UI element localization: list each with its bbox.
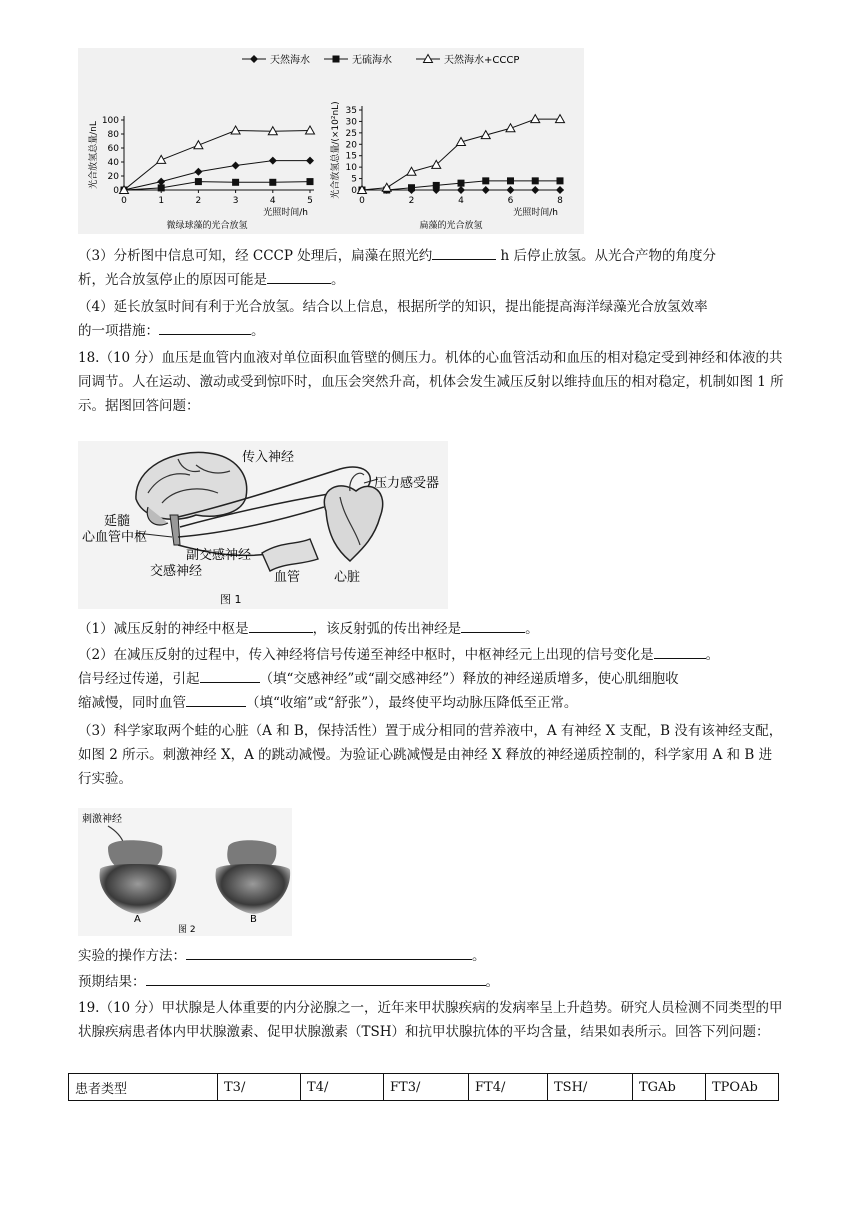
heart-b: [216, 840, 291, 914]
label-sympathetic: 交感神经: [150, 564, 203, 579]
answer-blank[interactable]: [267, 269, 331, 284]
figure-2-svg: [78, 808, 292, 936]
x-tick-label: 1: [158, 196, 165, 206]
chart-caption: 微绿球藻的光合放氢: [166, 221, 248, 231]
table-header-cell: TPOAb: [706, 1074, 779, 1101]
q18-part3: （3）科学家取两个蛙的心脏（A 和 B，保持活性）置于成分相同的营养液中，A 有神经 X 支配，B 没有该神经支配，如图 2 所示。刺激神经 X，A 的跳动减慢。为验证心跳减慢是由神经 X 释放的神经递质控制的，科学家用 A 和 B 进行实验。: [78, 723, 783, 787]
answer-blank[interactable]: [186, 945, 472, 960]
data-point: [231, 126, 240, 134]
y-tick-label: 25: [345, 128, 357, 139]
y-tick-label: 60: [107, 144, 119, 154]
data-point: [507, 177, 514, 184]
series-line: [124, 161, 310, 190]
x-axis-label: 光照时间/h: [263, 208, 308, 218]
legend-marker: [333, 56, 340, 63]
data-point: [507, 186, 515, 194]
label-medulla: 延髓: [104, 514, 131, 529]
data-point: [232, 179, 239, 186]
data-point: [306, 126, 315, 134]
data-point: [157, 155, 166, 163]
table-header-cell: T3/: [218, 1074, 301, 1101]
label-heart: 心脏: [334, 570, 361, 585]
data-point: [532, 177, 539, 184]
data-point: [531, 186, 539, 194]
result-line: 预期结果： 。: [78, 970, 784, 994]
data-point: [307, 178, 314, 185]
answer-blank[interactable]: [146, 971, 486, 986]
legend-label: 天然海水: [270, 55, 310, 66]
figure-1: [78, 441, 448, 609]
answer-blank[interactable]: [461, 618, 525, 633]
label-afferent: 传入神经: [242, 450, 295, 465]
q19-intro: 19.（10 分）甲状腺是人体重要的内分泌腺之一，近年来甲状腺疾病的发病率呈上升趋势。研究人员检测不同类型的甲状腺疾病患者体内甲状腺激素、促甲状腺激素（TSH）和抗甲状腺抗体的平均含量，结果如表所示。回答下列问题：: [78, 1000, 783, 1040]
q17-part3: （3）分析图中信息可知，经 CCCP 处理后，扁藻在照光约 h 后停止放氢。从光合产物的角度分 析，光合放氢停止的原因可能是 。: [78, 244, 784, 292]
charts-svg: [78, 48, 584, 234]
y-tick-label: 100: [101, 116, 119, 126]
data-point: [408, 184, 415, 191]
table-header-cell: TSH/: [548, 1074, 633, 1101]
y-tick-label: 0: [351, 186, 357, 196]
x-tick-label: 0: [359, 196, 365, 206]
answer-blank[interactable]: [432, 245, 496, 260]
table-header-row: [69, 1074, 779, 1101]
label-center: 心血管中枢: [82, 530, 148, 545]
chart-figure: [78, 48, 584, 234]
x-tick-label: 6: [507, 196, 514, 206]
data-point: [557, 177, 564, 184]
table-header-cell: 患者类型: [69, 1074, 218, 1101]
y-tick-label: 5: [351, 174, 357, 185]
x-axis-label: 光照时间/h: [513, 208, 558, 218]
data-point: [458, 180, 465, 187]
q18-part1: （1）减压反射的神经中枢是 ，该反射弧的传出神经是 。: [78, 617, 784, 641]
data-point: [269, 179, 276, 186]
label-vessel: 血管: [274, 570, 301, 585]
heart-a: [100, 840, 177, 914]
x-tick-label: 4: [458, 196, 464, 206]
label-parasympathetic: 副交感神经: [186, 548, 252, 563]
y-tick-label: 15: [345, 151, 357, 162]
data-point: [482, 177, 489, 184]
chart-caption: 扁藻的光合放氢: [419, 221, 483, 231]
figure-1-caption: 图 1: [220, 593, 242, 606]
y-tick-label: 0: [113, 186, 119, 196]
method-line: 实验的操作方法： 。: [78, 944, 784, 968]
data-point: [194, 141, 203, 149]
answer-blank[interactable]: [159, 320, 251, 335]
legend-marker: [250, 55, 258, 63]
x-tick-label: 5: [307, 196, 313, 206]
label-a: A: [134, 914, 141, 925]
data-point: [482, 186, 490, 194]
table-header-cell: T4/: [301, 1074, 384, 1101]
answer-blank[interactable]: [249, 618, 313, 633]
q18-part2: （2）在减压反射的过程中，传入神经将信号传递至神经中枢时，中枢神经元上出现的信号变化是 。 信号经过传递，引起 （填“交感神经”或“副交感神经”）释放的神经递质增多，使心肌细胞收 缩减慢，同时血管 （填“收缩”或“舒张”），最终使平均动脉压降低至正常。: [78, 643, 784, 715]
data-point: [269, 157, 277, 165]
answer-blank[interactable]: [200, 668, 260, 683]
data-point: [232, 162, 240, 170]
figure-2: [78, 808, 292, 936]
y-tick-label: 20: [345, 140, 357, 151]
x-tick-label: 3: [232, 196, 239, 206]
y-tick-label: 30: [345, 117, 357, 128]
series-line: [124, 182, 310, 190]
data-point: [506, 124, 515, 132]
table-header-cell: FT3/: [384, 1074, 469, 1101]
q18-intro: 18.（10 分）血压是血管内血液对单位面积血管壁的侧压力。机体的心血管活动和血压的相对稳定受到神经和体液的共同调节。人在运动、激动或受到惊吓时，血压会突然升高，机体会发生减压反射以维持血压的相对稳定，机制如图 1 所示。据图回答问题：: [78, 350, 784, 414]
x-tick-label: 2: [408, 196, 415, 206]
data-point: [457, 186, 465, 194]
legend-label: 天然海水+CCCP: [444, 55, 520, 66]
y-tick-label: 20: [107, 172, 119, 182]
y-tick-label: 80: [107, 130, 119, 140]
x-tick-label: 2: [195, 196, 202, 206]
hormone-table: [68, 1073, 779, 1101]
data-point: [195, 178, 202, 185]
y-tick-label: 10: [345, 163, 357, 174]
data-point: [158, 184, 165, 191]
label-stimulate: 刺激神经: [82, 814, 122, 825]
figure-1-svg: [78, 441, 448, 609]
answer-blank[interactable]: [654, 644, 706, 659]
y-axis-label: 光合放氢总量/(×10²nL): [331, 101, 341, 199]
answer-blank[interactable]: [186, 692, 246, 707]
series-line: [362, 119, 560, 190]
q17-part4: （4）延长放氢时间有利于光合放氢。结合以上信息，根据所学的知识，提出能提高海洋绿藻光合放氢效率 的一项措施： 。: [78, 299, 708, 339]
y-tick-label: 35: [345, 106, 357, 116]
data-point: [306, 157, 314, 165]
x-tick-label: 8: [557, 196, 563, 206]
label-b: B: [250, 914, 257, 925]
y-axis-label: 光合放氢总量/nL: [89, 121, 99, 189]
x-tick-label: 0: [121, 196, 127, 206]
table-header-cell: FT4/: [469, 1074, 548, 1101]
x-tick-label: 4: [269, 196, 276, 206]
table-header-cell: TGAb: [633, 1074, 706, 1101]
label-receptor: 压力感受器: [374, 476, 440, 491]
data-point: [556, 186, 564, 194]
data-point: [194, 168, 202, 176]
legend-label: 无硫海水: [352, 55, 392, 66]
figure-2-caption: 图 2: [178, 925, 196, 935]
y-tick-label: 40: [107, 158, 119, 168]
data-point: [433, 182, 440, 189]
